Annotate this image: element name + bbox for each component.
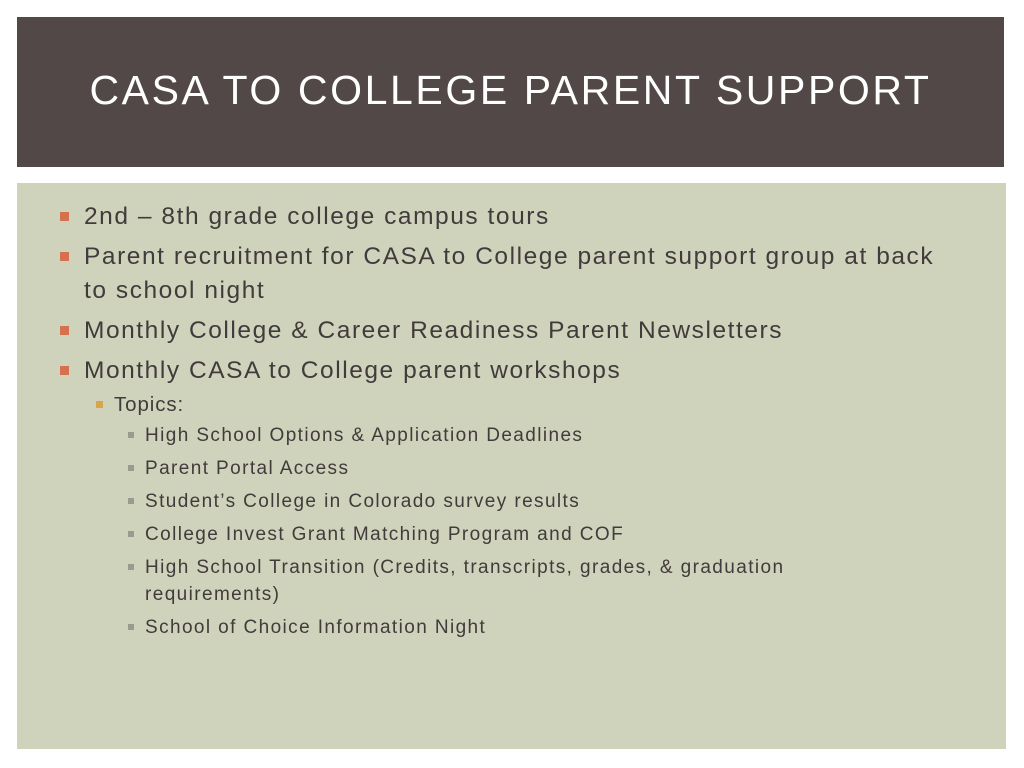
square-topic-bullet-icon	[128, 498, 134, 504]
square-sub-bullet-icon	[96, 401, 103, 408]
topic-item	[17, 554, 1006, 608]
sub-bullet-item	[17, 391, 1006, 419]
bullet-item	[17, 354, 1006, 388]
bullet-text: 2nd – 8th grade college campus tours	[84, 203, 550, 230]
square-bullet-icon	[60, 212, 69, 221]
title-band	[17, 17, 1004, 167]
square-bullet-icon	[60, 252, 69, 261]
topic-item	[17, 488, 1006, 515]
topic-text: Parent Portal Access	[145, 458, 350, 479]
topic-text: Student’s College in Colorado survey results	[145, 491, 581, 512]
topic-item	[17, 521, 1006, 548]
bullet-text: Parent recruitment for CASA to College parent support group at back to school night	[84, 243, 935, 304]
square-topic-bullet-icon	[128, 465, 134, 471]
bullet-item	[17, 240, 1006, 308]
square-topic-bullet-icon	[128, 432, 134, 438]
square-bullet-icon	[60, 326, 69, 335]
slide-title: CASA TO COLLEGE PARENT SUPPORT	[89, 67, 932, 113]
topic-item	[17, 455, 1006, 482]
topics-label: Topics:	[114, 393, 185, 416]
topic-item	[17, 614, 1006, 641]
topic-text: School of Choice Information Night	[145, 617, 487, 638]
bullet-item	[17, 314, 1006, 348]
bullet-list	[17, 183, 1006, 647]
topic-text: High School Transition (Credits, transcripts, grades, & graduation requirements)	[145, 557, 785, 605]
square-topic-bullet-icon	[128, 624, 134, 630]
square-topic-bullet-icon	[128, 531, 134, 537]
square-topic-bullet-icon	[128, 564, 134, 570]
bullet-text: Monthly CASA to College parent workshops	[84, 357, 622, 384]
bullet-item	[17, 200, 1006, 234]
content-panel	[17, 183, 1006, 749]
bullet-text: Monthly College & Career Readiness Parent Newsletters	[84, 317, 784, 344]
topic-item	[17, 422, 1006, 449]
topic-text: High School Options & Application Deadlines	[145, 425, 584, 446]
topic-text: College Invest Grant Matching Program and COF	[145, 524, 625, 545]
square-bullet-icon	[60, 366, 69, 375]
